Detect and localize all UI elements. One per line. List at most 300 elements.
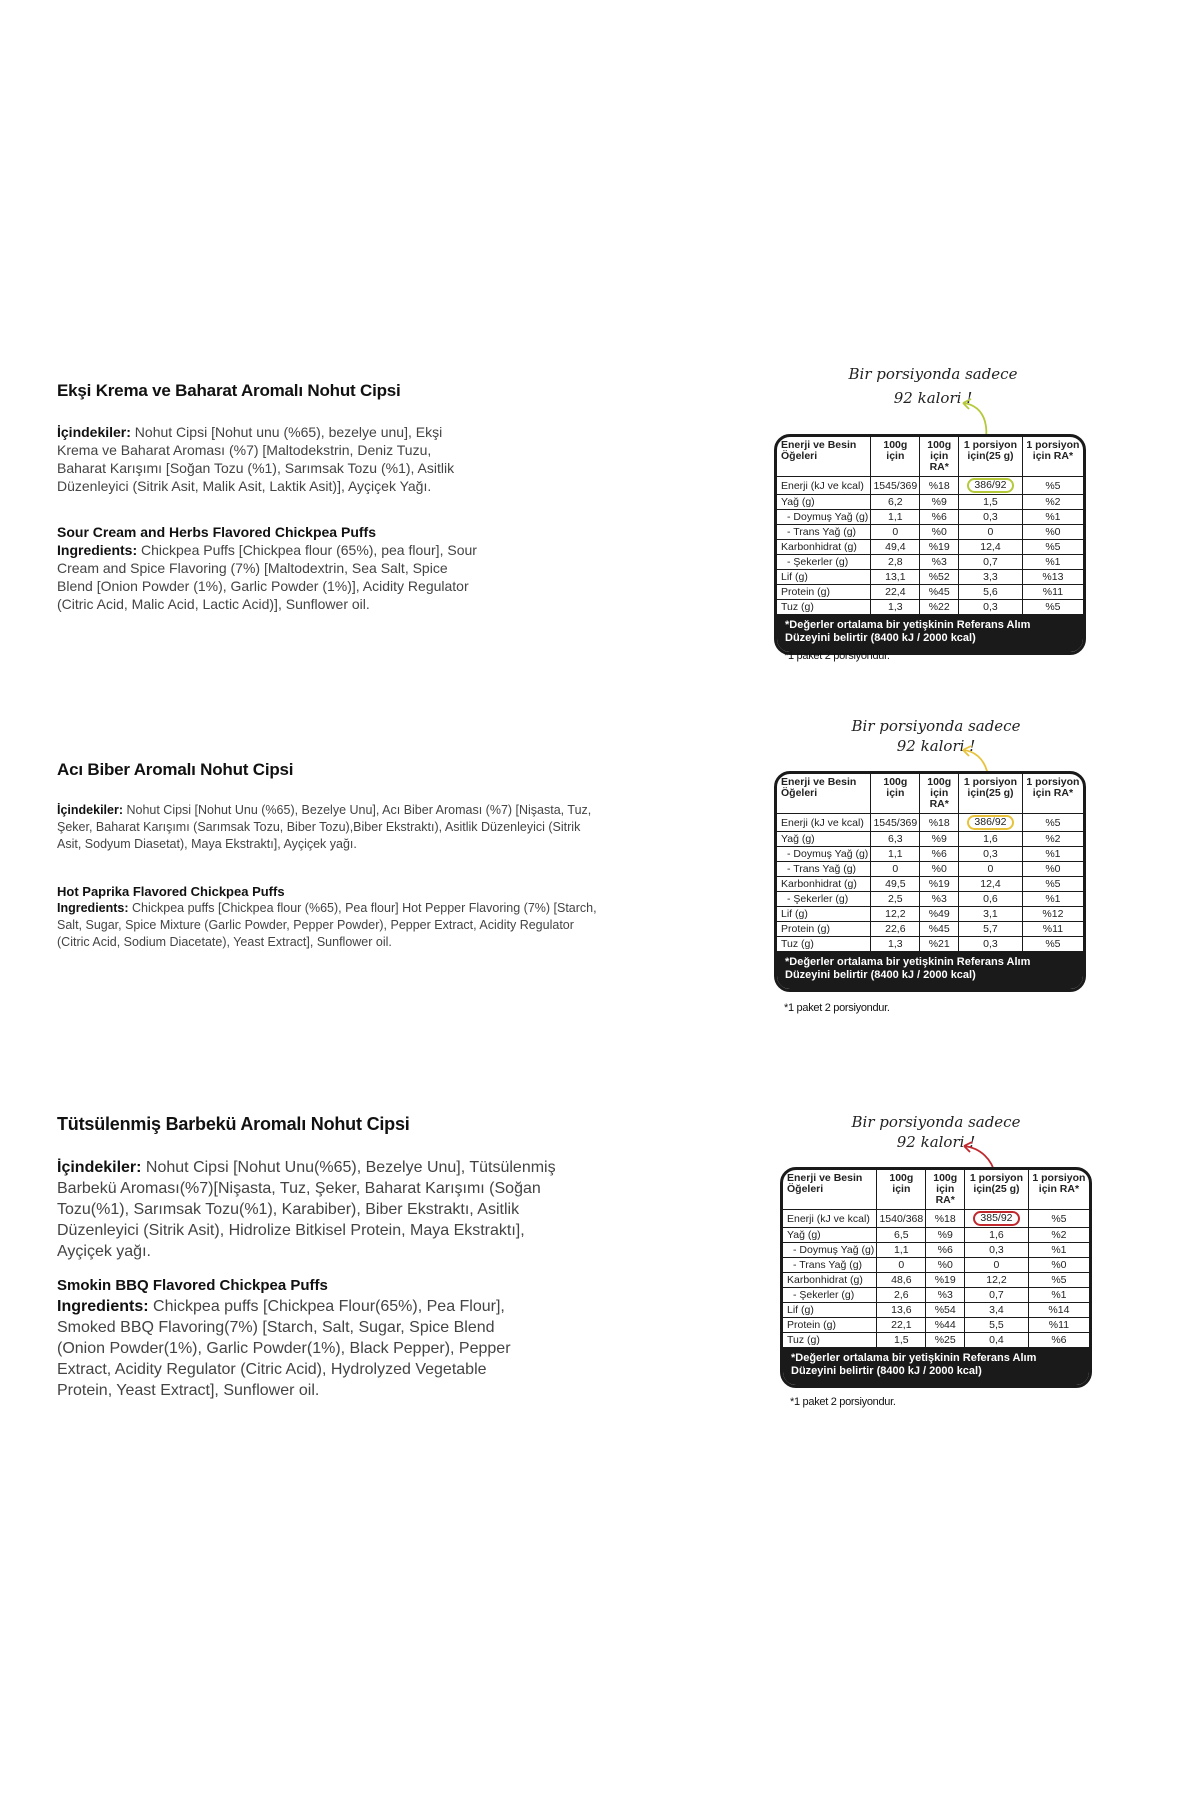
value-portion-text: 0,3 <box>989 1244 1004 1256</box>
ra-100g-text: %3 <box>937 1289 953 1301</box>
ra-portion <box>1022 555 1083 570</box>
product-title-tr: Tütsülenmiş Barbekü Aromalı Nohut Cipsi <box>57 1114 410 1134</box>
ra-portion <box>1022 585 1083 600</box>
ra-100g <box>920 937 959 952</box>
nutrient-name <box>777 510 871 525</box>
nutrient-name-text: - Trans Yağ (g) <box>787 526 857 538</box>
ra-100g-text: %49 <box>928 908 950 920</box>
nutrition-row <box>777 570 1083 585</box>
value-portion <box>959 510 1023 525</box>
ra-100g <box>920 832 959 847</box>
value-portion-text: 0,3 <box>983 511 998 523</box>
value-100g <box>877 1258 926 1273</box>
ra-portion <box>1028 1333 1089 1348</box>
value-100g <box>877 1210 926 1228</box>
value-portion <box>959 570 1023 585</box>
nutrition-table-card <box>774 771 1086 992</box>
nutrition-table-header <box>783 1170 1089 1210</box>
ra-100g <box>926 1228 965 1243</box>
ingredients-en <box>57 541 477 613</box>
ra-portion-text: %0 <box>1051 1259 1067 1271</box>
highlighted-calories: 386/92 <box>967 815 1013 830</box>
ingredients-tr <box>57 423 477 495</box>
value-100g-text: 6,5 <box>894 1229 909 1241</box>
nutrient-name <box>777 814 871 832</box>
ra-portion-text: %1 <box>1051 1244 1067 1256</box>
callout-line-2: 92 kalori ! <box>896 737 976 755</box>
nutrition-row <box>777 495 1083 510</box>
nutrition-row <box>777 862 1083 877</box>
nutrition-row <box>777 525 1083 540</box>
ra-portion-text: %13 <box>1042 571 1064 583</box>
col-header-portion-ra: 1 porsiyon için RA* <box>1022 437 1083 477</box>
ra-100g <box>926 1318 965 1333</box>
ra-portion <box>1022 847 1083 862</box>
ra-portion <box>1028 1228 1089 1243</box>
ra-100g-text: %45 <box>928 923 950 935</box>
value-100g-text: 1,3 <box>888 601 903 613</box>
ra-100g-text: %6 <box>937 1244 953 1256</box>
nutrient-name <box>783 1303 877 1318</box>
callout-line-1: Bir porsiyonda sadece <box>851 1113 1021 1131</box>
ra-100g-text: %9 <box>931 833 947 845</box>
nutrient-name <box>783 1333 877 1348</box>
value-100g <box>871 525 920 540</box>
nutrition-row <box>777 814 1083 832</box>
ra-portion <box>1022 477 1083 495</box>
nutrition-footnote: *Değerler ortalama bir yetişkinin Referans Alım Düzeyini belirtir (8400 kJ / 2000 kcal) <box>783 1348 1089 1385</box>
nutrient-name-text: Lif (g) <box>781 571 808 583</box>
nutrient-name-text: Karbonhidrat (g) <box>781 541 857 553</box>
nutrition-table-body <box>777 814 1083 952</box>
nutrient-name <box>777 600 871 615</box>
ra-portion-text: %11 <box>1048 1319 1070 1331</box>
value-100g-text: 48,6 <box>891 1274 912 1286</box>
ra-portion-text: %5 <box>1051 1274 1067 1286</box>
ra-portion <box>1028 1318 1089 1333</box>
nutrient-name-text: Tuz (g) <box>781 601 814 613</box>
ra-100g <box>920 495 959 510</box>
nutrient-name-text: Tuz (g) <box>781 938 814 950</box>
nutrition-row <box>783 1303 1089 1318</box>
ingredients-tr-label: İçindekiler: <box>57 1159 142 1176</box>
nutrition-row <box>783 1210 1089 1228</box>
ra-100g-text: %9 <box>931 496 947 508</box>
value-100g <box>871 555 920 570</box>
ra-100g-text: %44 <box>934 1319 956 1331</box>
ra-portion <box>1022 814 1083 832</box>
ra-100g-text: %6 <box>931 511 947 523</box>
nutrient-name-text: Protein (g) <box>781 923 831 935</box>
nutrient-name-text: Lif (g) <box>787 1304 814 1316</box>
value-100g <box>871 922 920 937</box>
nutrient-name <box>777 585 871 600</box>
nutrition-table-body <box>783 1210 1089 1348</box>
nutrient-name-text: - Doymuş Yağ (g) <box>793 1244 875 1256</box>
ra-portion-text: %2 <box>1045 833 1061 845</box>
ra-portion <box>1028 1288 1089 1303</box>
value-portion-text: 0,3 <box>983 848 998 860</box>
ra-100g <box>920 600 959 615</box>
nutrient-name-text: Karbonhidrat (g) <box>781 878 857 890</box>
nutrient-name <box>777 937 871 952</box>
ra-100g-text: %6 <box>931 848 947 860</box>
value-portion <box>959 832 1023 847</box>
package-note: *1 paket 2 porsiyondur. <box>784 1002 890 1014</box>
ra-portion-text: %0 <box>1045 863 1061 875</box>
nutrition-row <box>783 1243 1089 1258</box>
nutrition-table <box>777 774 1083 952</box>
value-portion <box>959 477 1023 495</box>
package-note: *1 paket 2 porsiyondur. <box>790 1396 896 1408</box>
ra-portion-text: %1 <box>1045 893 1061 905</box>
value-100g-text: 1,1 <box>894 1244 909 1256</box>
value-portion <box>959 600 1023 615</box>
ra-100g <box>920 570 959 585</box>
value-100g <box>871 570 920 585</box>
nutrient-name-text: Karbonhidrat (g) <box>787 1274 863 1286</box>
ra-100g <box>920 555 959 570</box>
ra-100g <box>920 540 959 555</box>
callout-line-1: Bir porsiyonda sadece <box>851 717 1021 735</box>
col-header-portion-ra: 1 porsiyon için RA* <box>1028 1170 1089 1210</box>
ra-100g-text: %45 <box>928 586 950 598</box>
value-portion-text: 3,1 <box>983 908 998 920</box>
ra-portion <box>1028 1303 1089 1318</box>
callout-line-2: 92 kalori ! <box>893 389 973 407</box>
value-portion <box>959 555 1023 570</box>
value-portion <box>959 847 1023 862</box>
value-100g-text: 2,6 <box>894 1289 909 1301</box>
nutrient-name-text: - Şekerler (g) <box>787 556 849 568</box>
nutrient-name <box>783 1228 877 1243</box>
value-portion-text: 3,3 <box>983 571 998 583</box>
ra-100g-text: %0 <box>931 863 947 875</box>
value-100g <box>871 585 920 600</box>
value-100g-text: 1,1 <box>888 848 903 860</box>
ra-100g <box>920 922 959 937</box>
ra-100g <box>920 814 959 832</box>
package-note: *1 paket 2 porsiyondur. <box>784 650 890 662</box>
value-100g-text: 1,1 <box>888 511 903 523</box>
value-portion <box>959 585 1023 600</box>
value-100g <box>877 1273 926 1288</box>
nutrition-footnote: *Değerler ortalama bir yetişkinin Referans Alım Düzeyini belirtir (8400 kJ / 2000 kcal) <box>777 615 1083 652</box>
nutrient-name-text: Protein (g) <box>781 586 831 598</box>
nutrient-name-text: Yağ (g) <box>781 496 815 508</box>
nutrition-row <box>777 922 1083 937</box>
value-100g-text: 1,3 <box>888 938 903 950</box>
nutrient-name-text: - Trans Yağ (g) <box>787 863 857 875</box>
nutrition-row <box>777 847 1083 862</box>
value-portion-text: 1,5 <box>983 496 998 508</box>
ra-portion <box>1022 907 1083 922</box>
col-header-100g: 100g için <box>871 774 920 814</box>
product-title-tr: Acı Biber Aromalı Nohut Cipsi <box>57 760 294 779</box>
nutrient-name-text: Enerji (kJ ve kcal) <box>781 479 864 492</box>
ra-portion-text: %5 <box>1045 816 1061 829</box>
value-portion-text: 12,2 <box>986 1274 1007 1286</box>
ra-portion-text: %1 <box>1045 556 1061 568</box>
nutrient-name <box>777 477 871 495</box>
nutrition-row <box>777 832 1083 847</box>
col-header-100g: 100g için <box>877 1170 926 1210</box>
nutrition-table-body <box>777 477 1083 615</box>
nutrition-row <box>777 510 1083 525</box>
ra-portion <box>1028 1243 1089 1258</box>
callout-line-2: 92 kalori ! <box>896 1133 976 1151</box>
value-portion-text: 0 <box>993 1259 1000 1271</box>
nutrition-table <box>777 437 1083 615</box>
nutrient-name <box>777 862 871 877</box>
col-header-100g-ra: 100g için RA* <box>926 1170 965 1210</box>
ra-100g-text: %22 <box>928 601 950 613</box>
ra-portion <box>1022 495 1083 510</box>
nutrition-table <box>783 1170 1089 1348</box>
ra-100g <box>926 1210 965 1228</box>
value-portion <box>959 922 1023 937</box>
ra-100g <box>926 1288 965 1303</box>
nutrient-name <box>777 495 871 510</box>
ra-100g-text: %9 <box>937 1229 953 1241</box>
value-100g-text: 13,6 <box>891 1304 912 1316</box>
value-portion <box>965 1258 1029 1273</box>
nutrient-name-text: - Doymuş Yağ (g) <box>787 511 869 523</box>
ingredients-en <box>57 1296 537 1401</box>
value-100g <box>871 907 920 922</box>
nutrient-name-text: Yağ (g) <box>781 833 815 845</box>
ra-portion-text: %11 <box>1042 586 1064 598</box>
nutrient-name <box>777 892 871 907</box>
ra-portion <box>1028 1273 1089 1288</box>
ra-100g <box>926 1243 965 1258</box>
value-100g <box>871 510 920 525</box>
ra-portion-text: %14 <box>1048 1304 1070 1316</box>
nutrition-table-header <box>777 437 1083 477</box>
ingredients-tr-text: Nohut Cipsi [Nohut unu (%65), bezelye unu], Ekşi Krema ve Baharat Aroması (%7) [Maltodekstrin, Deniz Tuzu, Baharat Karışımı [Soğan Tozu (%1), Sarımsak Tozu (%1), Asitlik Düzenleyici (Sitrik Asit, Malik Asit, Laktik Asit)], Ayçiçek Yağı. <box>57 424 455 494</box>
ra-100g-text: %18 <box>934 1212 956 1225</box>
ingredients-en-text: Chickpea puffs [Chickpea Flour(65%), Pea Flour], Smoked BBQ Flavoring(7%) [Starch, Salt, Sugar, Spice Blend (Onion Powder(1%), Garlic Powder(1%), Black Pepper), Pepper Extract, Acidity Regulator (Citric Acid), Hydrolyzed Vegetable Protein, Yeast Extract], Sunflower oil. <box>57 1298 511 1399</box>
value-100g <box>871 832 920 847</box>
value-portion-text: 0,7 <box>989 1289 1004 1301</box>
ra-portion-text: %1 <box>1051 1289 1067 1301</box>
ra-100g-text: %52 <box>928 571 950 583</box>
value-100g <box>871 847 920 862</box>
nutrition-table-card <box>780 1167 1092 1388</box>
ra-100g <box>926 1273 965 1288</box>
value-100g <box>877 1318 926 1333</box>
nutrient-name-text: - Şekerler (g) <box>787 893 849 905</box>
ra-portion-text: %5 <box>1045 541 1061 553</box>
col-header-portion: 1 porsiyon için(25 g) <box>965 1170 1029 1210</box>
nutrient-name <box>777 877 871 892</box>
ra-100g <box>920 585 959 600</box>
ingredients-en-text: Chickpea puffs [Chickpea flour (%65), Pea flour] Hot Pepper Flavoring (7%) [Starch, Salt, Sugar, Spice Mixture (Garlic Powder, Pepper Powder), Pepper Extract, Acidity Regulator (Citric Acid, Sodium Diacetate), Yeast Extract], Sunflower oil. <box>57 901 597 949</box>
value-100g <box>877 1243 926 1258</box>
ingredients-tr <box>57 1157 557 1262</box>
nutrient-name <box>783 1273 877 1288</box>
ra-portion <box>1022 877 1083 892</box>
nutrient-name-text: - Şekerler (g) <box>793 1289 855 1301</box>
value-portion <box>965 1288 1029 1303</box>
value-portion-text: 0 <box>987 526 994 538</box>
ra-portion-text: %2 <box>1045 496 1061 508</box>
col-header-portion: 1 porsiyon için(25 g) <box>959 437 1023 477</box>
ra-100g-text: %54 <box>934 1304 956 1316</box>
value-portion <box>959 937 1023 952</box>
value-portion <box>959 892 1023 907</box>
ra-portion <box>1022 510 1083 525</box>
value-100g-text: 6,3 <box>888 833 903 845</box>
nutrient-name <box>777 540 871 555</box>
col-header-portion-ra: 1 porsiyon için RA* <box>1022 774 1083 814</box>
ra-100g-text: %0 <box>937 1259 953 1271</box>
value-100g-text: 22,6 <box>885 923 906 935</box>
nutrient-name <box>783 1243 877 1258</box>
value-100g <box>877 1288 926 1303</box>
nutrient-name <box>783 1210 877 1228</box>
col-header-nutrient: Enerji ve Besin Öğeleri <box>783 1170 877 1210</box>
value-100g-text: 2,5 <box>888 893 903 905</box>
nutrient-name-text: - Trans Yağ (g) <box>793 1259 863 1271</box>
callout-line-1: Bir porsiyonda sadece <box>848 365 1018 383</box>
col-header-100g-ra: 100g için RA* <box>920 437 959 477</box>
ra-100g-text: %18 <box>928 479 950 492</box>
value-portion-text: 5,7 <box>983 923 998 935</box>
value-100g-text: 13,1 <box>885 571 906 583</box>
value-portion-text: 0,6 <box>983 893 998 905</box>
value-portion-text: 5,6 <box>983 586 998 598</box>
ra-portion-text: %5 <box>1045 601 1061 613</box>
ra-100g <box>926 1333 965 1348</box>
highlighted-calories: 386/92 <box>967 478 1013 493</box>
value-100g-text: 6,2 <box>888 496 903 508</box>
ra-100g-text: %3 <box>931 556 947 568</box>
value-portion <box>959 495 1023 510</box>
nutrient-name <box>777 847 871 862</box>
value-portion-text: 1,6 <box>989 1229 1004 1241</box>
ra-portion-text: %5 <box>1045 479 1061 492</box>
ra-100g <box>920 877 959 892</box>
value-portion-text: 0,7 <box>983 556 998 568</box>
nutrition-row <box>777 585 1083 600</box>
product-text <box>57 760 617 973</box>
value-100g-text: 49,5 <box>885 878 906 890</box>
nutrition-row <box>783 1333 1089 1348</box>
value-100g <box>871 495 920 510</box>
nutrition-footnote: *Değerler ortalama bir yetişkinin Referans Alım Düzeyini belirtir (8400 kJ / 2000 kcal) <box>777 952 1083 989</box>
ingredients-tr-text: Nohut Cipsi [Nohut Unu(%65), Bezelye Unu], Tütsülenmiş Barbekü Aroması(%7)[Nişasta, Tuz, Şeker, Baharat Karışımı (Soğan Tozu(%1), Sarımsak Tozu(%1), Karabiber), Biber Ekstraktı, Asitlik Düzenleyici (Sitrik Asit), Hidrolize Bitkisel Protein, Maya Ekstraktı], Ayçiçek yağı. <box>57 1159 556 1260</box>
value-portion <box>959 862 1023 877</box>
nutrient-name <box>783 1258 877 1273</box>
value-portion-text: 12,4 <box>980 878 1001 890</box>
nutrient-name-text: Lif (g) <box>781 908 808 920</box>
value-portion-text: 3,4 <box>989 1304 1004 1316</box>
ra-portion-text: %5 <box>1051 1212 1067 1225</box>
ra-100g <box>920 525 959 540</box>
ra-portion-text: %12 <box>1042 908 1064 920</box>
ra-100g-text: %25 <box>934 1334 956 1346</box>
value-portion <box>959 877 1023 892</box>
nutrient-name <box>783 1288 877 1303</box>
nutrient-name-text: Enerji (kJ ve kcal) <box>787 1212 870 1225</box>
product-title-en: Hot Paprika Flavored Chickpea Puffs <box>57 884 285 899</box>
nutrient-name <box>777 525 871 540</box>
value-portion <box>965 1303 1029 1318</box>
product-text <box>57 381 617 635</box>
value-100g-text: 49,4 <box>885 541 906 553</box>
nutrition-row <box>783 1258 1089 1273</box>
nutrition-row <box>783 1273 1089 1288</box>
value-100g-text: 2,8 <box>888 556 903 568</box>
col-header-portion: 1 porsiyon için(25 g) <box>959 774 1023 814</box>
ra-portion <box>1022 832 1083 847</box>
ra-100g-text: %18 <box>928 816 950 829</box>
product-title-en: Sour Cream and Herbs Flavored Chickpea Puffs <box>57 524 376 540</box>
nutrition-table-header <box>777 774 1083 814</box>
ra-portion-text: %1 <box>1045 848 1061 860</box>
nutrition-row <box>777 540 1083 555</box>
ra-portion-text: %6 <box>1051 1334 1067 1346</box>
value-100g-text: 0 <box>898 1259 905 1271</box>
ra-portion <box>1022 525 1083 540</box>
ra-portion-text: %2 <box>1051 1229 1067 1241</box>
nutrition-table-card <box>774 434 1086 655</box>
col-header-nutrient: Enerji ve Besin Öğeleri <box>777 774 871 814</box>
ra-100g-text: %3 <box>931 893 947 905</box>
value-portion-text: 0 <box>987 863 994 875</box>
product-text <box>57 1114 617 1423</box>
nutrient-name-text: Yağ (g) <box>787 1229 821 1241</box>
nutrient-name <box>777 570 871 585</box>
value-100g-text: 1540/368 <box>879 1212 924 1225</box>
value-100g-text: 22,4 <box>885 586 906 598</box>
value-portion <box>965 1273 1029 1288</box>
col-header-100g: 100g için <box>871 437 920 477</box>
value-100g <box>871 862 920 877</box>
ingredients-en-text: Chickpea Puffs [Chickpea flour (65%), pea flour], Sour Cream and Spice Flavoring (7%) [Maltodextrin, Sea Salt, Spice Blend [Onion Powder (1%), Garlic Powder (1%)], Acidity Regulator (Citric Acid, Malic Acid, Lactic Acid)], Sunflower oil. <box>57 542 477 612</box>
value-100g <box>871 814 920 832</box>
ra-portion <box>1022 937 1083 952</box>
ingredients-en-label: Ingredients: <box>57 1298 149 1315</box>
product-title-en: Smokin BBQ Flavored Chickpea Puffs <box>57 1277 328 1294</box>
value-100g-text: 22,1 <box>891 1319 912 1331</box>
value-portion <box>965 1210 1029 1228</box>
nutrition-row <box>777 477 1083 495</box>
value-portion-text: 0,4 <box>989 1334 1004 1346</box>
value-100g-text: 1,5 <box>894 1334 909 1346</box>
nutrient-name <box>783 1318 877 1333</box>
value-100g <box>871 937 920 952</box>
ra-portion-text: %5 <box>1045 938 1061 950</box>
ra-100g-text: %21 <box>928 938 950 950</box>
nutrient-name <box>777 555 871 570</box>
ra-100g-text: %19 <box>934 1274 956 1286</box>
ra-100g <box>926 1258 965 1273</box>
product-title-tr: Ekşi Krema ve Baharat Aromalı Nohut Cipsi <box>57 381 401 400</box>
value-portion-text: 0,3 <box>983 601 998 613</box>
ingredients-tr-text: Nohut Cipsi [Nohut Unu (%65), Bezelye Unu], Acı Biber Aroması (%7) [Nişasta, Tuz, Şeker, Baharat Karışımı (Sarımsak Tozu, Biber Tozu),Biber Ekstraktı), Asitlik Düzenleyici (Sitrik Asit, Sodyum Diasetat), Maya Ekstraktı], Ayçiçek yağı. <box>57 803 592 851</box>
nutrient-name-text: Protein (g) <box>787 1319 837 1331</box>
nutrient-name-text: Enerji (kJ ve kcal) <box>781 816 864 829</box>
col-header-100g-ra: 100g için RA* <box>920 774 959 814</box>
value-100g <box>877 1228 926 1243</box>
ingredients-en-label: Ingredients: <box>57 542 138 558</box>
value-portion <box>959 540 1023 555</box>
value-portion <box>959 525 1023 540</box>
nutrition-row <box>777 937 1083 952</box>
nutrient-name <box>777 922 871 937</box>
